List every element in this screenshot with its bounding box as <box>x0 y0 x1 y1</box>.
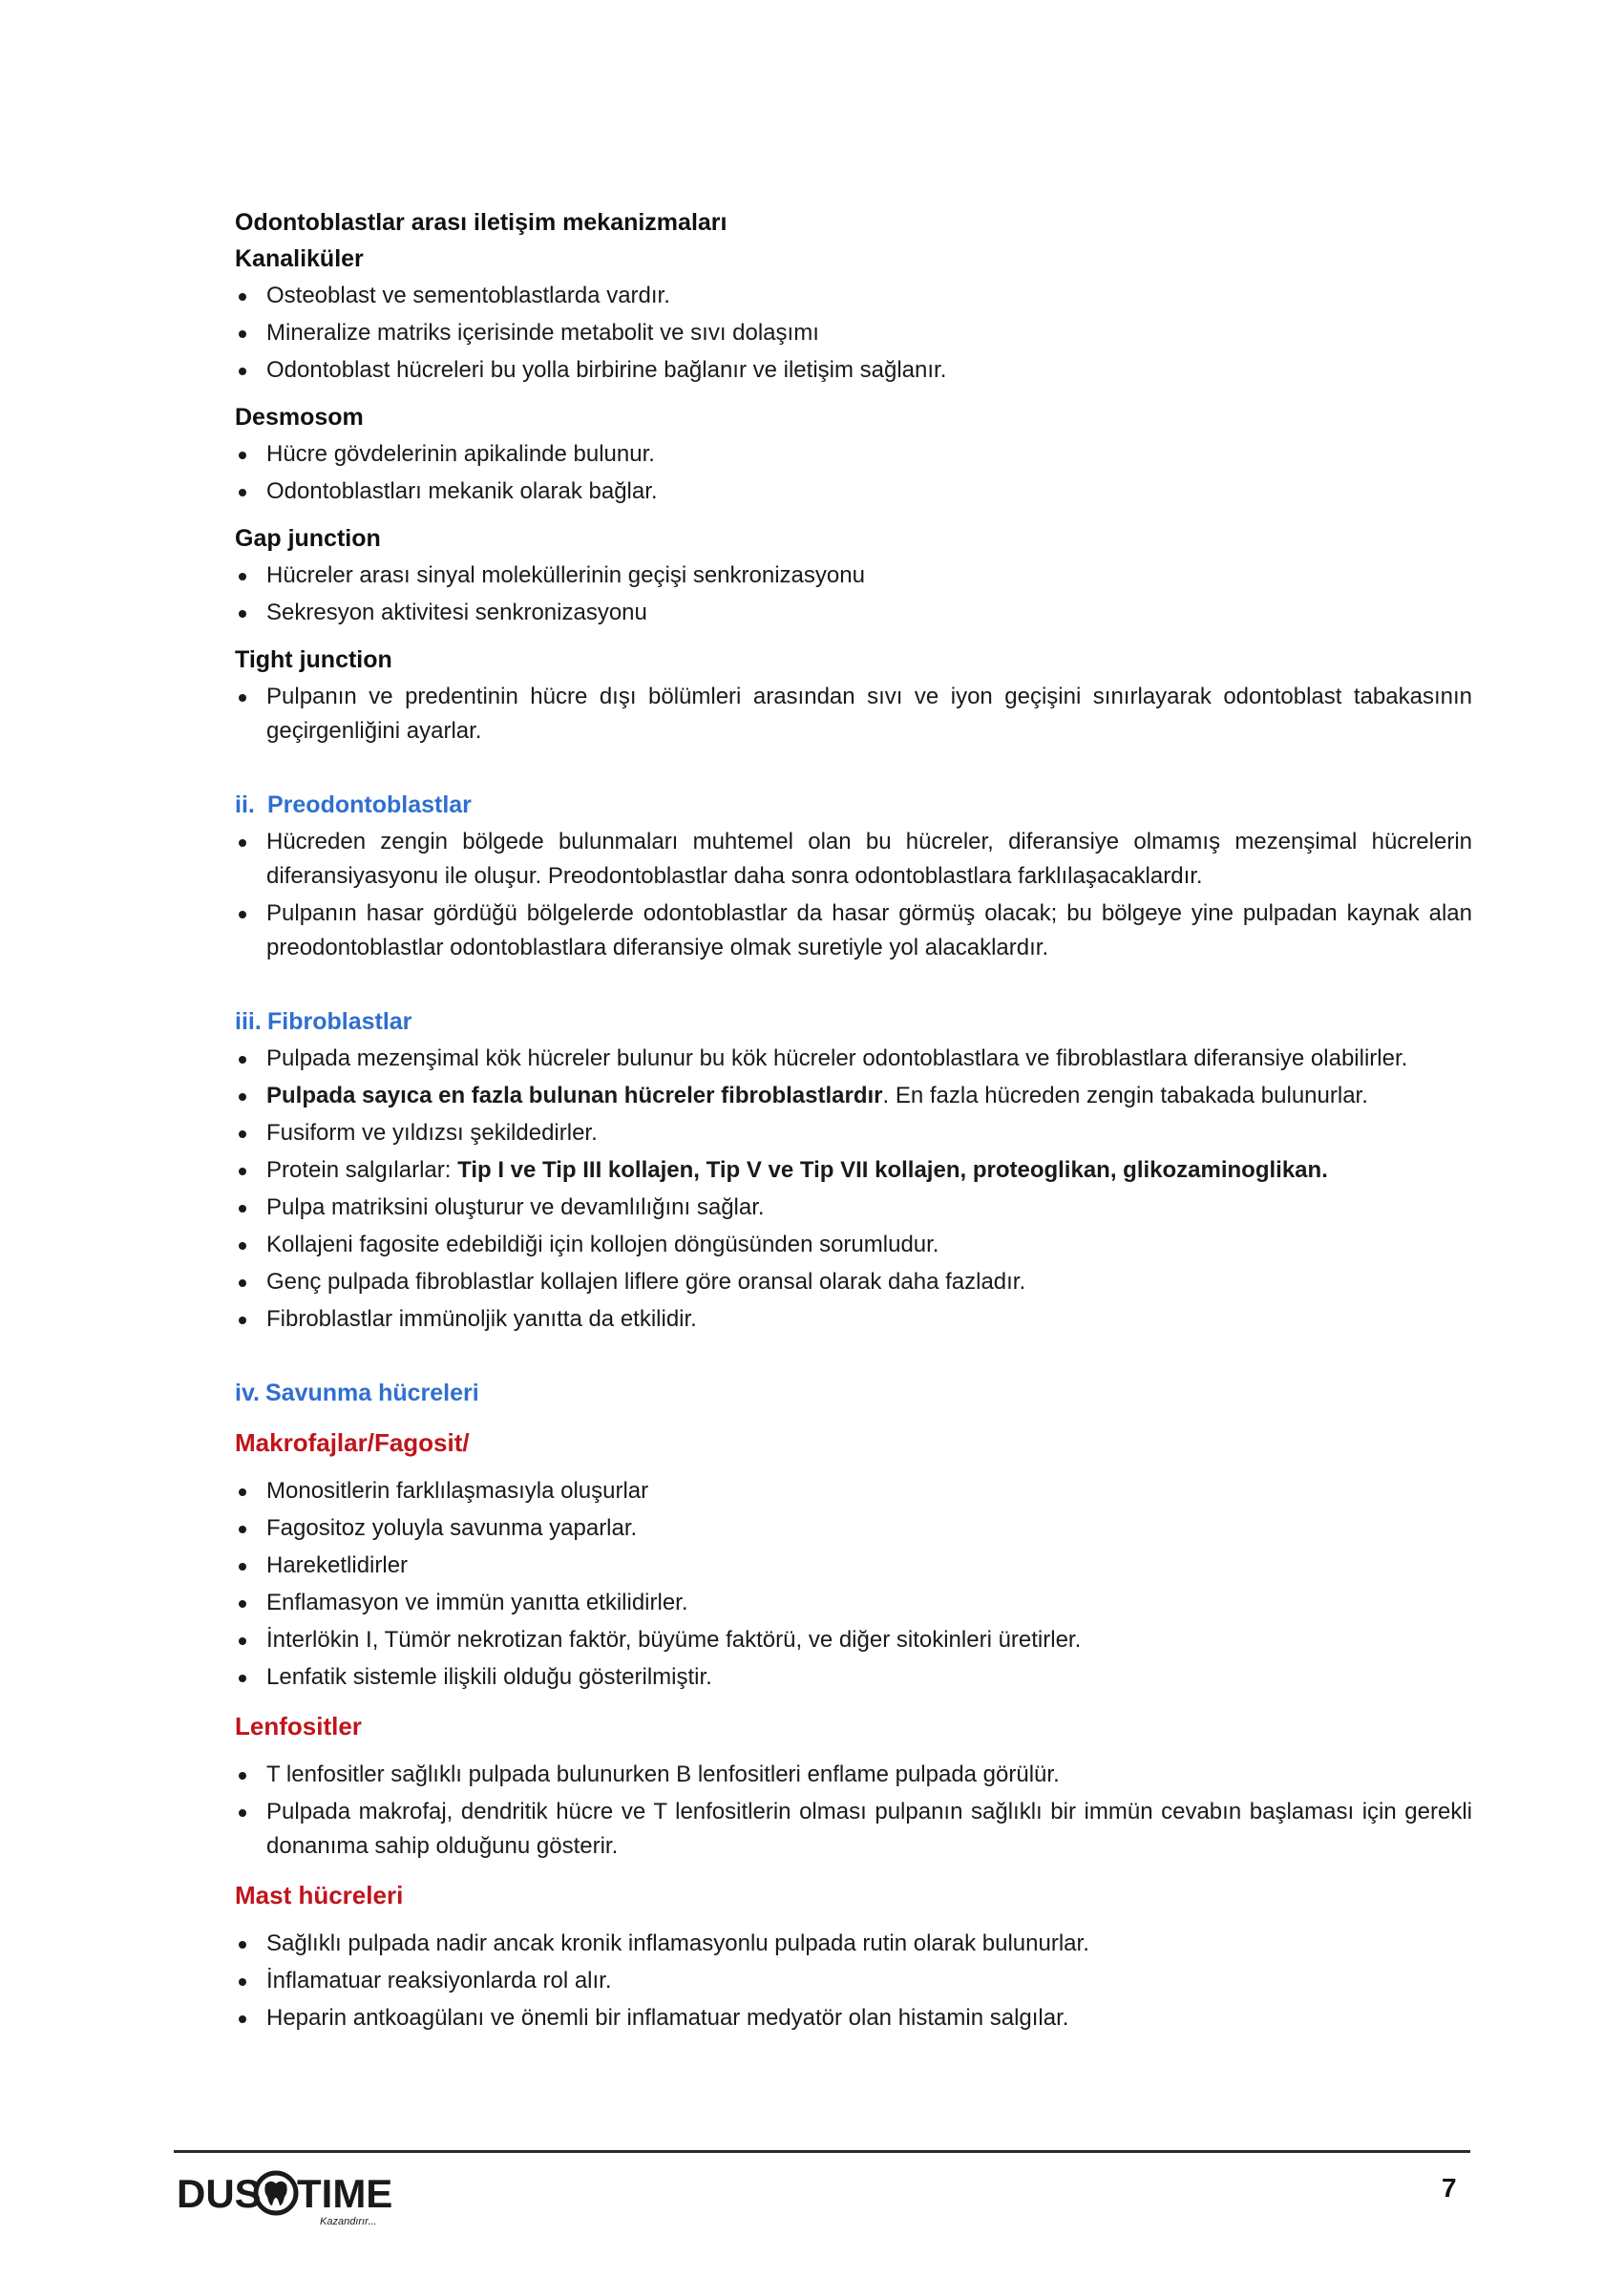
tooth-icon <box>256 2173 296 2213</box>
logo-text-time: TIME <box>297 2171 393 2216</box>
list-item: İnterlökin I, Tümör nekrotizan faktör, büyüme faktörü, ve diğer sitokinleri üretirler. <box>235 1623 1472 1657</box>
heading-number: iii. <box>235 1008 262 1035</box>
heading-makrofajlar: Makrofajlar/Fagosit/ <box>235 1428 470 1457</box>
list-item: Pulpada mezenşimal kök hücreler bulunur bu kök hücreler odontoblastlara ve fibroblastlara diferansiye olabilirler. <box>235 1042 1472 1076</box>
list-item: Enflamasyon ve immün yanıtta etkilidirler. <box>235 1586 1472 1620</box>
heading-text: Fibroblastlar <box>267 1008 412 1035</box>
heading-number: ii. <box>235 791 255 818</box>
list-item: Lenfatik sistemle ilişkili olduğu gösterilmiştir. <box>235 1660 1472 1695</box>
heading-lenfositler: Lenfositler <box>235 1712 362 1740</box>
page-number: 7 <box>1442 2173 1457 2203</box>
lenfosit-list <box>235 1758 1472 1864</box>
list-item: Hareketlidirler <box>235 1549 1472 1583</box>
item-text: Protein salgılarlar: <box>266 1157 458 1183</box>
list-item <box>235 1079 1472 1113</box>
mast-list <box>235 1927 1472 2035</box>
list-item: Fusiform ve yıldızsı şekildedirler. <box>235 1116 1472 1150</box>
list-item: Pulpanın hasar gördüğü bölgelerde odontoblastlar da hasar görmüş olacak; bu bölgeye yine pulpadan kaynak alan preodontoblastlar odontoblastlara diferansiye olmak suretiyle yol alacaklardır. <box>235 896 1472 965</box>
list-item: Mineralize matriks içerisinde metabolit ve sıvı dolaşımı <box>235 316 1472 350</box>
subheading-tight-junction: Tight junction <box>235 646 392 673</box>
list-item: T lenfositler sağlıklı pulpada bulunurken B lenfositleri enflame pulpada görülür. <box>235 1758 1472 1792</box>
list-item: Odontoblast hücreleri bu yolla birbirine bağlanır ve iletişim sağlanır. <box>235 353 1472 388</box>
subheading-gap-junction: Gap junction <box>235 525 381 552</box>
section-title: Odontoblastlar arası iletişim mekanizmaları <box>235 209 728 236</box>
list-item: Hücreler arası sinyal moleküllerinin geçişi senkronizasyonu <box>235 559 1472 593</box>
bold-text: Pulpada sayıca en fazla bulunan hücreler fibroblastlardır <box>266 1083 883 1108</box>
list-item: Sekresyon aktivitesi senkronizasyonu <box>235 596 1472 630</box>
heading-fibroblastlar <box>235 1003 1472 1040</box>
subheading-kanalikuler: Kanaliküler <box>235 245 364 272</box>
heading-text: Preodontoblastlar <box>267 791 472 818</box>
desmosom-list <box>235 437 1472 509</box>
list-item: Heparin antkoagülanı ve önemli bir inflamatuar medyatör olan histamin salgılar. <box>235 2001 1472 2035</box>
list-item: İnflamatuar reaksiyonlarda rol alır. <box>235 1964 1472 1998</box>
subheading-desmosom: Desmosom <box>235 404 364 431</box>
bold-text: Tip I ve Tip III kollajen, Tip V ve Tip VII kollajen, proteoglikan, glikozaminoglikan. <box>457 1157 1328 1183</box>
list-item: Sağlıklı pulpada nadir ancak kronik inflamasyonlu pulpada rutin olarak bulunurlar. <box>235 1927 1472 1961</box>
heading-preodontoblastlar <box>235 787 1472 823</box>
list-item: Fagositoz yoluyla savunma yaparlar. <box>235 1511 1472 1546</box>
footer-divider <box>174 2150 1470 2153</box>
list-item: Pulpada makrofaj, dendritik hücre ve T lenfositlerin olması pulpanın sağlıklı bir immün cevabın başlaması için gerekli donanıma sahip olduğunu gösterir. <box>235 1795 1472 1864</box>
preodontoblast-list <box>235 825 1472 965</box>
page-content <box>235 204 1472 2047</box>
list-item: Monositlerin farklılaşmasıyla oluşurlar <box>235 1474 1472 1508</box>
list-item <box>235 1153 1472 1188</box>
list-item: Fibroblastlar immünoljik yanıtta da etkilidir. <box>235 1302 1472 1337</box>
list-item: Kollajeni fagosite edebildiği için kollojen döngüsünden sorumludur. <box>235 1228 1472 1262</box>
fibroblast-list <box>235 1042 1472 1337</box>
list-item: Hücreden zengin bölgede bulunmaları muhtemel olan bu hücreler, diferansiye olmamış mezenşimal hücrelerin diferansiyasyonu ile oluşur. Preodontoblastlar daha sonra odontoblastlara farklılaşacaklardır. <box>235 825 1472 894</box>
tight-junction-list <box>235 680 1472 749</box>
logo-text-dus: DUS <box>177 2171 262 2216</box>
heading-mast-hucreleri: Mast hücreleri <box>235 1881 404 1909</box>
list-item: Hücre gövdelerinin apikalinde bulunur. <box>235 437 1472 472</box>
list-item: Pulpanın ve predentinin hücre dışı bölümleri arasından sıvı ve iyon geçişini sınırlayarak odontoblast tabakasının geçirgenliğini ayarlar. <box>235 680 1472 749</box>
heading-text: Savunma hücreleri <box>265 1380 479 1406</box>
list-item: Osteoblast ve sementoblastlarda vardır. <box>235 279 1472 313</box>
gap-junction-list <box>235 559 1472 630</box>
item-text: . En fazla hücreden zengin tabakada bulunurlar. <box>882 1083 1368 1108</box>
dustime-logo <box>177 2165 396 2232</box>
list-item: Genç pulpada fibroblastlar kollajen liflere göre oransal olarak daha fazladır. <box>235 1265 1472 1299</box>
list-item: Pulpa matriksini oluşturur ve devamlılığını sağlar. <box>235 1191 1472 1225</box>
heading-number: iv. <box>235 1380 260 1406</box>
logo-tagline: Kazandırır... <box>320 2216 377 2227</box>
list-item: Odontoblastları mekanik olarak bağlar. <box>235 475 1472 509</box>
makrofaj-list <box>235 1474 1472 1695</box>
heading-savunma-hucreleri <box>235 1375 1472 1411</box>
kanalikuler-list <box>235 279 1472 388</box>
